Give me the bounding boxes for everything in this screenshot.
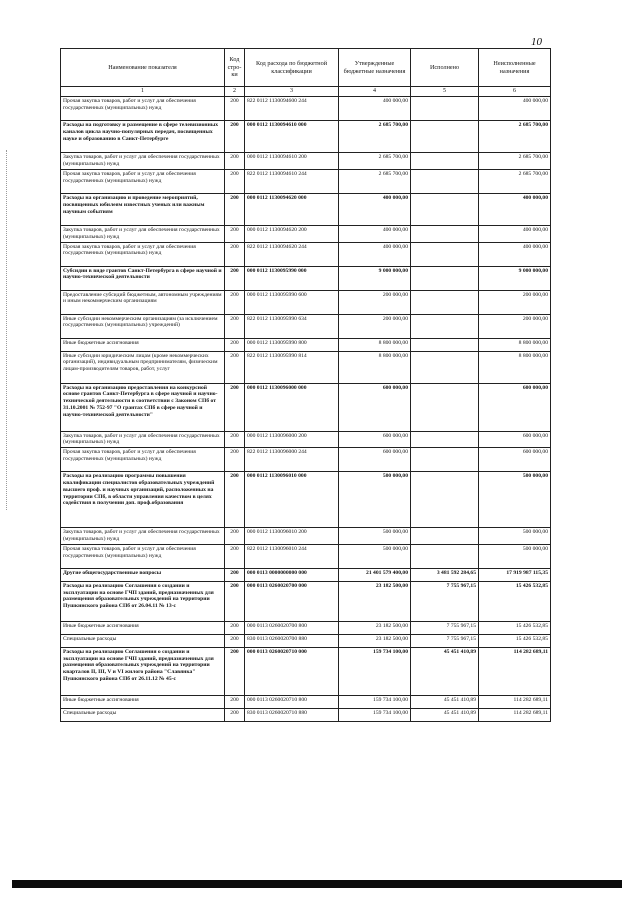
- table-row: [61, 528, 551, 545]
- row-budget-code: 000 0112 1130096000 200: [245, 431, 339, 448]
- row-budget-code: 830 0113 0260020710 880: [245, 708, 339, 721]
- row-approved: 400 000,00: [339, 193, 411, 225]
- row-budget-code: 000 0113 0000000000 000: [245, 568, 339, 581]
- table-row: [61, 266, 551, 290]
- row-approved: 159 734 100,00: [339, 695, 411, 708]
- row-unexecuted: 500 000,00: [479, 528, 551, 545]
- row-line-code: 200: [225, 695, 245, 708]
- row-executed: [411, 97, 479, 121]
- row-unexecuted: 17 919 987 115,35: [479, 568, 551, 581]
- row-budget-code: 000 0112 1130094610 200: [245, 153, 339, 170]
- row-executed: 7 755 967,15: [411, 634, 479, 647]
- row-line-code: 200: [225, 153, 245, 170]
- row-executed: [411, 121, 479, 153]
- row-executed: [411, 290, 479, 314]
- row-name: Иные бюджетные ассигнования: [61, 338, 225, 351]
- table-row: [61, 383, 551, 431]
- row-name: Субсидии в виде грантов Санкт-Петербурга в сфере научной и научно-технической деятельности: [61, 266, 225, 290]
- row-name: Расходы на реализацию Соглашения о создании и эксплуатации на основе ГЧП зданий, предназначенных для размещения образовательных учреждений на территории кварталов II, III, V и VI жилого района "Славянка" Пушкинского района СПб от 26.11.12 № 45-с: [61, 647, 225, 695]
- header-line-code: Код стро-ки: [225, 49, 245, 87]
- table-row: [61, 621, 551, 634]
- row-approved: 159 734 100,00: [339, 708, 411, 721]
- row-executed: [411, 448, 479, 472]
- row-executed: [411, 153, 479, 170]
- row-approved: 500 000,00: [339, 544, 411, 568]
- table-row: [61, 647, 551, 695]
- row-line-code: 200: [225, 431, 245, 448]
- row-name: Специальные расходы: [61, 634, 225, 647]
- table-row: [61, 338, 551, 351]
- row-unexecuted: 200 000,00: [479, 314, 551, 338]
- row-approved: 600 000,00: [339, 431, 411, 448]
- row-executed: 3 481 592 284,65: [411, 568, 479, 581]
- row-name: Закупка товаров, работ и услуг для обеспечения государственных (муниципальных) нужд: [61, 153, 225, 170]
- row-executed: 7 755 967,15: [411, 621, 479, 634]
- scan-margin-dots: [6, 150, 9, 510]
- table-row: [61, 97, 551, 121]
- row-budget-code: 000 0113 0260020700 000: [245, 581, 339, 621]
- row-unexecuted: 114 282 689,11: [479, 695, 551, 708]
- row-unexecuted: 400 000,00: [479, 193, 551, 225]
- row-unexecuted: 8 800 000,00: [479, 351, 551, 383]
- row-executed: [411, 544, 479, 568]
- row-approved: 600 000,00: [339, 383, 411, 431]
- row-line-code: 200: [225, 351, 245, 383]
- row-line-code: 200: [225, 314, 245, 338]
- row-budget-code: 000 0112 1130094610 000: [245, 121, 339, 153]
- table-row: [61, 448, 551, 472]
- row-name: Прочая закупка товаров, работ и услуг для обеспечения государственных (муниципальных) нужд: [61, 169, 225, 193]
- row-name: Другие общегосударственные вопросы: [61, 568, 225, 581]
- row-budget-code: 000 0112 1130096010 000: [245, 472, 339, 528]
- row-line-code: 200: [225, 338, 245, 351]
- row-line-code: 200: [225, 448, 245, 472]
- row-approved: 23 182 500,00: [339, 581, 411, 621]
- row-approved: 200 000,00: [339, 290, 411, 314]
- row-executed: [411, 314, 479, 338]
- row-budget-code: 000 0113 0260020710 800: [245, 695, 339, 708]
- table-row: [61, 314, 551, 338]
- row-executed: [411, 338, 479, 351]
- row-approved: 500 000,00: [339, 472, 411, 528]
- row-unexecuted: 600 000,00: [479, 383, 551, 431]
- row-budget-code: 822 0112 1130095990 814: [245, 351, 339, 383]
- row-unexecuted: 600 000,00: [479, 431, 551, 448]
- row-line-code: 200: [225, 266, 245, 290]
- row-budget-code: 000 0112 1130094620 200: [245, 225, 339, 242]
- row-unexecuted: 2 685 700,00: [479, 121, 551, 153]
- row-approved: 8 800 000,00: [339, 351, 411, 383]
- row-approved: 500 000,00: [339, 528, 411, 545]
- row-line-code: 200: [225, 568, 245, 581]
- row-budget-code: 822 0112 1130094620 244: [245, 242, 339, 266]
- row-budget-code: 822 0112 1130094600 244: [245, 97, 339, 121]
- row-unexecuted: 114 282 689,11: [479, 647, 551, 695]
- row-executed: [411, 266, 479, 290]
- row-budget-code: 822 0112 1130096000 244: [245, 448, 339, 472]
- column-number: 4: [339, 87, 411, 97]
- table-row: [61, 121, 551, 153]
- column-number: 5: [411, 87, 479, 97]
- row-approved: 400 000,00: [339, 97, 411, 121]
- row-name: Расходы на организацию предоставления на конкурсной основе грантов Санкт-Петербурга в сфере научной и научно-технической деятельности в соответствии с Законом СПб от 31.10.2001 № 752-97 "О грантах СПб в сфере научной и научно-технической деятельности": [61, 383, 225, 431]
- row-approved: 200 000,00: [339, 314, 411, 338]
- row-budget-code: 000 0112 1130095990 600: [245, 290, 339, 314]
- row-name: Расходы на реализацию Соглашения о создании и эксплуатации на основе ГЧП зданий, предназначенных для размещения образовательных учреждений на территории Пушкинского района СПб от 26.04.11 № 13-с: [61, 581, 225, 621]
- row-name: Иные субсидии юридическим лицам (кроме некоммерческих организаций), индивидуальным предпринимателям, физическим лицам-производителям товаров, работ, услуг: [61, 351, 225, 383]
- row-budget-code: 822 0112 1130096010 244: [245, 544, 339, 568]
- row-executed: [411, 431, 479, 448]
- row-executed: [411, 383, 479, 431]
- row-approved: 400 000,00: [339, 242, 411, 266]
- row-line-code: 200: [225, 97, 245, 121]
- row-line-code: 200: [225, 528, 245, 545]
- row-unexecuted: 2 685 700,00: [479, 169, 551, 193]
- row-executed: [411, 169, 479, 193]
- row-approved: 600 000,00: [339, 448, 411, 472]
- header-executed: Исполнено: [411, 49, 479, 87]
- row-line-code: 200: [225, 193, 245, 225]
- row-budget-code: 830 0113 0260020700 880: [245, 634, 339, 647]
- table-row: [61, 290, 551, 314]
- row-line-code: 200: [225, 708, 245, 721]
- row-line-code: 200: [225, 647, 245, 695]
- header-unexecuted: Неисполненные назначения: [479, 49, 551, 87]
- row-budget-code: 000 0112 1130096000 000: [245, 383, 339, 431]
- table-row: [61, 695, 551, 708]
- page-bottom-rule: [12, 880, 622, 888]
- row-unexecuted: 114 282 689,11: [479, 708, 551, 721]
- row-unexecuted: 500 000,00: [479, 472, 551, 528]
- table-row: [61, 708, 551, 721]
- row-budget-code: 000 0112 1130096010 200: [245, 528, 339, 545]
- row-unexecuted: 15 426 532,85: [479, 581, 551, 621]
- row-line-code: 200: [225, 621, 245, 634]
- row-unexecuted: 600 000,00: [479, 448, 551, 472]
- table-row: [61, 581, 551, 621]
- row-unexecuted: 9 000 000,00: [479, 266, 551, 290]
- row-line-code: 200: [225, 290, 245, 314]
- header-budget-code: Код расхода по бюджетной классификации: [245, 49, 339, 87]
- row-line-code: 200: [225, 472, 245, 528]
- row-executed: 7 755 967,15: [411, 581, 479, 621]
- budget-report-table: [60, 48, 551, 722]
- row-executed: 45 451 410,89: [411, 708, 479, 721]
- page-number: 10: [531, 36, 542, 48]
- row-name: Иные бюджетные ассигнования: [61, 695, 225, 708]
- row-approved: 2 685 700,00: [339, 169, 411, 193]
- table-row: [61, 169, 551, 193]
- row-unexecuted: 500 000,00: [479, 544, 551, 568]
- row-unexecuted: 15 426 532,85: [479, 621, 551, 634]
- row-line-code: 200: [225, 121, 245, 153]
- row-name: Прочая закупка товаров, работ и услуг для обеспечения государственных (муниципальных) нужд: [61, 97, 225, 121]
- row-approved: 2 685 700,00: [339, 153, 411, 170]
- table-row: [61, 242, 551, 266]
- table-row: [61, 431, 551, 448]
- row-name: Специальные расходы: [61, 708, 225, 721]
- row-budget-code: 822 0112 1130094610 244: [245, 169, 339, 193]
- row-unexecuted: 400 000,00: [479, 97, 551, 121]
- row-approved: 23 182 500,00: [339, 621, 411, 634]
- row-name: Закупка товаров, работ и услуг для обеспечения государственных (муниципальных) нужд: [61, 431, 225, 448]
- table-row: [61, 153, 551, 170]
- column-number: 1: [61, 87, 225, 97]
- row-budget-code: 822 0112 1130095990 634: [245, 314, 339, 338]
- row-line-code: 200: [225, 634, 245, 647]
- table-row: [61, 351, 551, 383]
- row-executed: [411, 242, 479, 266]
- row-executed: [411, 472, 479, 528]
- row-unexecuted: 400 000,00: [479, 242, 551, 266]
- column-number: 6: [479, 87, 551, 97]
- row-name: Прочая закупка товаров, работ и услуг для обеспечения государственных (муниципальных) нужд: [61, 544, 225, 568]
- header-approved: Утвержденные бюджетные назначения: [339, 49, 411, 87]
- column-number: 2: [225, 87, 245, 97]
- row-executed: [411, 351, 479, 383]
- row-executed: 45 451 410,89: [411, 695, 479, 708]
- row-unexecuted: 400 000,00: [479, 225, 551, 242]
- table-row: [61, 225, 551, 242]
- row-name: Предоставление субсидий бюджетным, автономным учреждениям и иным некоммерческим организациям: [61, 290, 225, 314]
- row-executed: [411, 528, 479, 545]
- column-number: 3: [245, 87, 339, 97]
- row-budget-code: 000 0113 0260020710 000: [245, 647, 339, 695]
- row-unexecuted: 2 685 700,00: [479, 153, 551, 170]
- row-name: Расходы на реализацию программы повышения квалификации специалистов образовательных учреждений высшего проф. и научных организаций, расположенных на территории СПб, в области управления качеством в целях содействия в получении доп. проф.образования: [61, 472, 225, 528]
- row-unexecuted: 15 426 532,85: [479, 634, 551, 647]
- row-budget-code: 000 0113 0260020700 800: [245, 621, 339, 634]
- row-budget-code: 000 0112 1130095990 000: [245, 266, 339, 290]
- row-name: Закупка товаров, работ и услуг для обеспечения государственных (муниципальных) нужд: [61, 528, 225, 545]
- row-line-code: 200: [225, 383, 245, 431]
- table-row: [61, 634, 551, 647]
- table-row: [61, 193, 551, 225]
- row-approved: 23 182 500,00: [339, 634, 411, 647]
- header-name: Наименование показателя: [61, 49, 225, 87]
- row-name: Прочая закупка товаров, работ и услуг для обеспечения государственных (муниципальных) нужд: [61, 448, 225, 472]
- row-executed: [411, 225, 479, 242]
- row-approved: 2 685 700,00: [339, 121, 411, 153]
- table-row: [61, 472, 551, 528]
- table-header-row: [61, 49, 551, 87]
- row-line-code: 200: [225, 581, 245, 621]
- row-line-code: 200: [225, 225, 245, 242]
- row-approved: 8 800 000,00: [339, 338, 411, 351]
- row-line-code: 200: [225, 242, 245, 266]
- row-budget-code: 000 0112 1130094620 000: [245, 193, 339, 225]
- row-name: Расходы на организацию и проведение мероприятий, посвященных юбилеям известных ученых или важным научным событиям: [61, 193, 225, 225]
- row-approved: 400 000,00: [339, 225, 411, 242]
- table-row: [61, 544, 551, 568]
- table-body: [61, 97, 551, 722]
- row-executed: [411, 193, 479, 225]
- row-name: Закупка товаров, работ и услуг для обеспечения государственных (муниципальных) нужд: [61, 225, 225, 242]
- row-executed: 45 451 410,89: [411, 647, 479, 695]
- row-unexecuted: 200 000,00: [479, 290, 551, 314]
- column-number-row: [61, 87, 551, 97]
- row-unexecuted: 8 800 000,00: [479, 338, 551, 351]
- row-name: Иные субсидии некоммерческим организациям (за исключением государственных (муниципальных) учреждений): [61, 314, 225, 338]
- row-name: Иные бюджетные ассигнования: [61, 621, 225, 634]
- row-approved: 9 000 000,00: [339, 266, 411, 290]
- row-line-code: 200: [225, 544, 245, 568]
- row-approved: 159 734 100,00: [339, 647, 411, 695]
- row-approved: 21 401 579 400,00: [339, 568, 411, 581]
- row-budget-code: 000 0112 1130095990 800: [245, 338, 339, 351]
- row-name: Прочая закупка товаров, работ и услуг для обеспечения государственных (муниципальных) нужд: [61, 242, 225, 266]
- row-name: Расходы на подготовку и размещение в сфере телевизионных каналов цикла научно-популярных передач, посвященных науке и образованию в Санкт-Петербурге: [61, 121, 225, 153]
- row-line-code: 200: [225, 169, 245, 193]
- table-row: [61, 568, 551, 581]
